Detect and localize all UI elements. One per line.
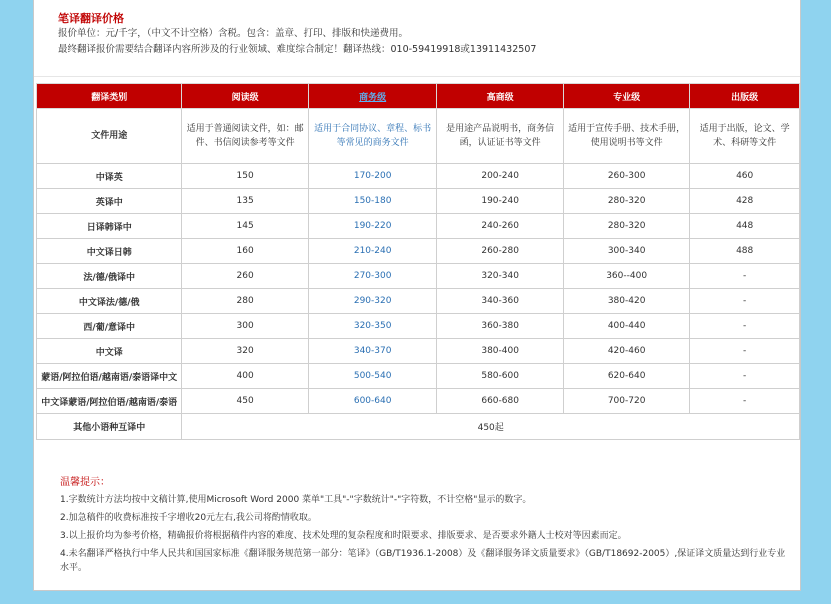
column-header-reading: 阅读级 bbox=[182, 84, 308, 109]
price-cell: 380-420 bbox=[563, 289, 689, 314]
price-cell: 200-240 bbox=[437, 164, 563, 189]
usage-cell-publishing: 适用于出版，论文、学术、科研等文件 bbox=[690, 109, 800, 164]
price-cell: 170-200 bbox=[308, 164, 437, 189]
price-cell: 290-320 bbox=[308, 289, 437, 314]
price-cell: 340-360 bbox=[437, 289, 563, 314]
row-label: 法/德/俄译中 bbox=[37, 264, 182, 289]
price-cell: 420-460 bbox=[563, 339, 689, 364]
price-cell: 600-640 bbox=[308, 389, 437, 414]
table-header-row bbox=[37, 84, 800, 109]
table-row bbox=[37, 214, 800, 239]
price-cell: 190-240 bbox=[437, 189, 563, 214]
table-row bbox=[37, 364, 800, 389]
table-row bbox=[37, 264, 800, 289]
column-header-publishing: 出版级 bbox=[690, 84, 800, 109]
price-cell: 580-600 bbox=[437, 364, 563, 389]
price-cell: 360-380 bbox=[437, 314, 563, 339]
price-cell: 150 bbox=[182, 164, 308, 189]
row-label: 英译中 bbox=[37, 189, 182, 214]
price-cell: 380-400 bbox=[437, 339, 563, 364]
price-cell: 450 bbox=[182, 389, 308, 414]
usage-cell-professional: 适用于宣传手册、技术手册，使用说明书等文件 bbox=[563, 109, 689, 164]
price-sheet bbox=[33, 0, 801, 591]
price-cell: 488 bbox=[690, 239, 800, 264]
price-cell: 160 bbox=[182, 239, 308, 264]
tip-item: 2.加急稿件的收费标准按千字增收20元左右,我公司将酌情收取。 bbox=[60, 513, 317, 523]
other-languages-row bbox=[37, 414, 800, 440]
price-table bbox=[36, 83, 800, 440]
price-cell: 620-640 bbox=[563, 364, 689, 389]
price-cell: 280 bbox=[182, 289, 308, 314]
row-label: 中译英 bbox=[37, 164, 182, 189]
table-row bbox=[37, 289, 800, 314]
page-title: 笔译翻译价格 bbox=[58, 12, 124, 25]
table-row bbox=[37, 339, 800, 364]
price-cell: 320-350 bbox=[308, 314, 437, 339]
price-cell: 700-720 bbox=[563, 389, 689, 414]
price-cell: 260-300 bbox=[563, 164, 689, 189]
price-cell: 190-220 bbox=[308, 214, 437, 239]
tip-item: 4.未名翻译严格执行中华人民共和国国家标准《翻译服务规范第一部分：笔译》（GB/T1936.1-2008）及《翻译服务译文质量要求》（GB/T18692-2005）,保证译文质量达到行业专业水平。 bbox=[60, 549, 786, 573]
price-cell: 448 bbox=[690, 214, 800, 239]
price-cell: 500-540 bbox=[308, 364, 437, 389]
price-cell: 400 bbox=[182, 364, 308, 389]
column-header-advanced-business: 高商级 bbox=[437, 84, 563, 109]
price-cell: 260-280 bbox=[437, 239, 563, 264]
table-row bbox=[37, 314, 800, 339]
row-label: 中文译日韩 bbox=[37, 239, 182, 264]
other-languages-price: 450起 bbox=[182, 414, 800, 440]
table-row bbox=[37, 239, 800, 264]
row-label: 中文译 bbox=[37, 339, 182, 364]
table-row bbox=[37, 389, 800, 414]
price-cell: - bbox=[690, 289, 800, 314]
price-header bbox=[58, 12, 788, 58]
price-cell: - bbox=[690, 389, 800, 414]
other-languages-label: 其他小语种互译中 bbox=[37, 414, 182, 440]
quote-hotline-note: 最终翻译报价需要结合翻译内容所涉及的行业领域、难度综合制定！翻译热线：010-59419918或13911432507 bbox=[58, 44, 537, 55]
price-cell: 150-180 bbox=[308, 189, 437, 214]
divider bbox=[34, 76, 800, 77]
price-cell: 280-320 bbox=[563, 189, 689, 214]
usage-row bbox=[37, 109, 800, 164]
price-cell: 270-300 bbox=[308, 264, 437, 289]
price-cell: 300-340 bbox=[563, 239, 689, 264]
price-cell: 135 bbox=[182, 189, 308, 214]
tip-item: 3.以上报价均为参考价格，精确报价将根据稿件内容的难度、技术处理的复杂程度和时限要求、排版要求、是否要求外籍人士校对等因素而定。 bbox=[60, 531, 627, 541]
tips-section bbox=[60, 474, 790, 575]
price-cell: 428 bbox=[690, 189, 800, 214]
tips-title: 温馨提示： bbox=[60, 477, 110, 488]
row-label: 西/葡/意译中 bbox=[37, 314, 182, 339]
price-cell: 320-340 bbox=[437, 264, 563, 289]
price-cell: - bbox=[690, 314, 800, 339]
price-cell: - bbox=[690, 264, 800, 289]
column-header-category: 翻译类别 bbox=[37, 84, 182, 109]
usage-cell-business: 适用于合同协议、章程、标书等常见的商务文件 bbox=[308, 109, 437, 164]
row-label: 中文译法/德/俄 bbox=[37, 289, 182, 314]
price-cell: - bbox=[690, 364, 800, 389]
column-header-professional: 专业级 bbox=[563, 84, 689, 109]
price-cell: 240-260 bbox=[437, 214, 563, 239]
usage-row-label: 文件用途 bbox=[37, 109, 182, 164]
price-cell: 320 bbox=[182, 339, 308, 364]
price-cell: - bbox=[690, 339, 800, 364]
table-row bbox=[37, 164, 800, 189]
price-cell: 260 bbox=[182, 264, 308, 289]
price-cell: 300 bbox=[182, 314, 308, 339]
price-cell: 280-320 bbox=[563, 214, 689, 239]
row-label: 蒙语/阿拉伯语/越南语/泰语译中文 bbox=[37, 364, 182, 389]
column-header-business[interactable]: 商务级 bbox=[308, 84, 437, 109]
price-cell: 340-370 bbox=[308, 339, 437, 364]
price-cell: 145 bbox=[182, 214, 308, 239]
price-cell: 660-680 bbox=[437, 389, 563, 414]
usage-cell-advanced-business: 是用途产品说明书，商务信函，认证证书等文件 bbox=[437, 109, 563, 164]
price-unit-note: 报价单位：元/千字，（中文不计空格）含税。包含：盖章、打印、排版和快递费用。 bbox=[58, 28, 408, 39]
price-cell: 210-240 bbox=[308, 239, 437, 264]
price-cell: 360--400 bbox=[563, 264, 689, 289]
price-cell: 460 bbox=[690, 164, 800, 189]
row-label: 日译韩译中 bbox=[37, 214, 182, 239]
row-label: 中文译蒙语/阿拉伯语/越南语/泰语 bbox=[37, 389, 182, 414]
table-row bbox=[37, 189, 800, 214]
tip-item: 1.字数统计方法均按中文稿计算,使用Microsoft Word 2000 菜单"工具"-"字数统计"-"字符数，不计空格"显示的数字。 bbox=[60, 495, 532, 505]
usage-cell-reading: 适用于普通阅读文件，如：邮件、书信阅读参考等文件 bbox=[182, 109, 308, 164]
price-cell: 400-440 bbox=[563, 314, 689, 339]
